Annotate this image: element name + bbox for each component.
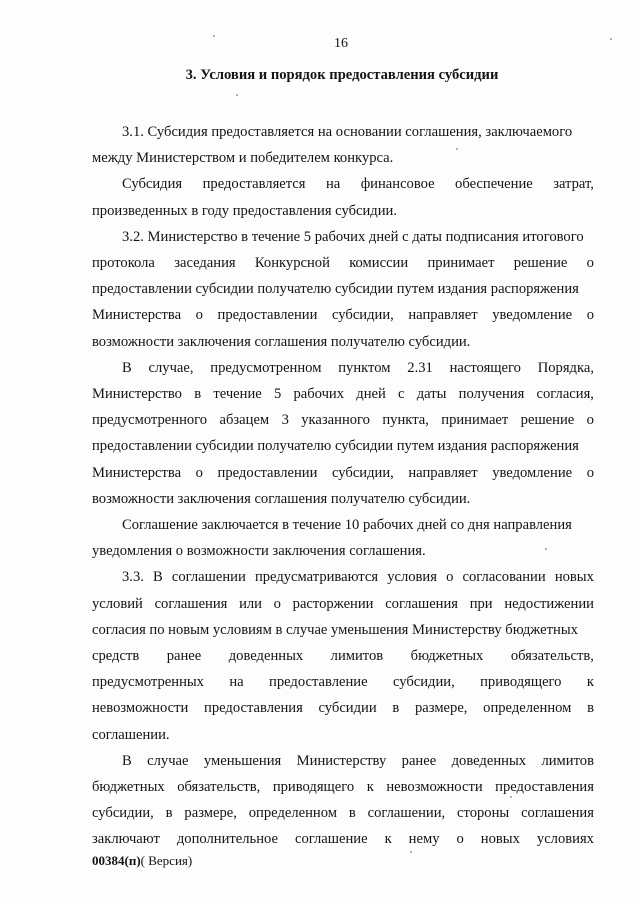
paragraph <box>92 171 594 223</box>
text-line: В случае, предусмотренном пунктом 2.31 настоящего Порядка, <box>122 359 594 376</box>
page-number: 16 <box>334 36 348 51</box>
text-line: субсидии, в размере, определенном в соглашении, стороны соглашения <box>92 805 594 822</box>
word: на <box>325 176 341 193</box>
text-line: соглашении. <box>92 726 170 743</box>
text-line: уведомления о возможности заключения соглашения. <box>92 543 426 560</box>
text-line: 3.1. Субсидия предоставляется на основании соглашения, заключаемого <box>122 124 573 140</box>
document-code: 00384(п) <box>92 853 141 868</box>
paragraph <box>92 224 594 355</box>
text-line: средств ранее доведенных лимитов бюджетных обязательств, <box>92 648 594 665</box>
scan-speck <box>213 35 215 37</box>
text-line: Соглашение заключается в течение 10 рабочих дней со дня направления <box>122 517 572 534</box>
section-title: 3. Условия и порядок предоставления субсидии <box>185 67 499 83</box>
document-footer <box>92 853 192 869</box>
word: затрат, <box>553 176 594 193</box>
text-line: невозможности предоставления субсидии в размере, определенном в <box>92 700 594 717</box>
word: предоставляется <box>202 176 306 193</box>
text-line: Министерства о предоставлении субсидии, направляет уведомление о <box>92 464 594 481</box>
text-line: 3.3. В соглашении предусматриваются условия о согласовании новых <box>122 569 594 586</box>
version-label: ( Версия) <box>140 853 193 868</box>
scan-speck <box>510 796 512 798</box>
text-line: заключают дополнительное соглашение к нему о новых условиях <box>92 831 594 848</box>
text-line <box>92 171 594 197</box>
scan-speck <box>545 548 547 550</box>
text-line: условий соглашения или о расторжении соглашения при недостижении <box>92 595 594 612</box>
text-line: предоставлении субсидии получателю субсидии путем издания распоряжения <box>92 438 579 455</box>
paragraph <box>92 119 594 171</box>
text-line: произведенных в году предоставления субсидии. <box>92 202 397 219</box>
text-line: предусмотренного абзацем 3 указанного пункта, принимает решение о <box>92 412 594 429</box>
paragraph <box>92 512 594 564</box>
text-line: 3.2. Министерство в течение 5 рабочих дней с даты подписания итогового <box>122 228 584 245</box>
paragraph <box>92 355 594 512</box>
text-line: бюджетных обязательств, приводящего к невозможности предоставления <box>92 779 594 796</box>
document-body <box>92 119 594 853</box>
paragraph <box>92 748 594 853</box>
scan-speck <box>410 851 412 853</box>
word: Субсидия <box>122 176 183 193</box>
text-line: согласия по новым условиям в случае уменьшения Министерству бюджетных <box>92 621 578 638</box>
text-line: возможности заключения соглашения получателю субсидии. <box>92 333 471 350</box>
paragraph <box>92 564 594 747</box>
scan-speck <box>236 94 238 96</box>
text-line: предусмотренных на предоставление субсидии, приводящего к <box>92 674 594 691</box>
word: финансовое <box>360 176 435 193</box>
text-line: протокола заседания Конкурсной комиссии принимает решение о <box>92 255 594 272</box>
text-line: предоставлении субсидии получателю субсидии путем издания распоряжения <box>92 281 579 298</box>
text-line: Министерство в течение 5 рабочих дней с даты получения согласия, <box>92 386 594 403</box>
scan-speck <box>610 38 612 40</box>
text-line: В случае уменьшения Министерству ранее доведенных лимитов <box>122 752 594 769</box>
scan-speck <box>456 148 458 150</box>
text-line: Министерства о предоставлении субсидии, направляет уведомление о <box>92 307 594 324</box>
word: обеспечение <box>455 176 533 193</box>
text-line: возможности заключения соглашения получателю субсидии. <box>92 490 471 507</box>
text-line: между Министерством и победителем конкурса. <box>92 150 394 167</box>
